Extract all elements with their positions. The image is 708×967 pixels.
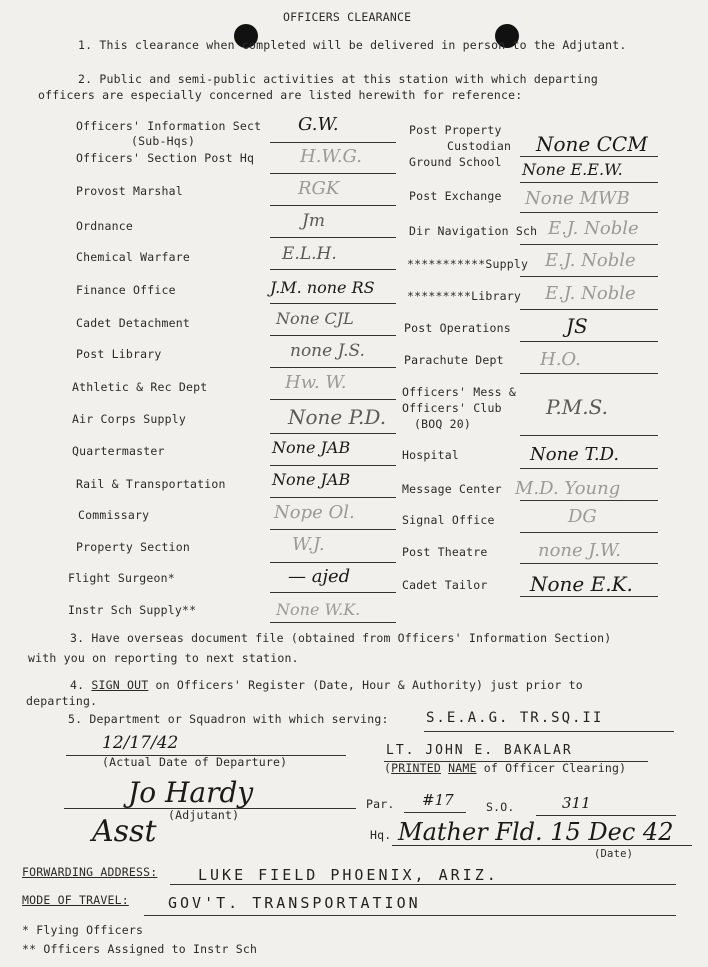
item-2-line-2: officers are especially concerned are listed herewith for reference: — [38, 88, 523, 102]
right-sig-line-11 — [520, 532, 658, 533]
left-label-1: Officers' Section Post Hq — [76, 151, 255, 165]
page-title: OFFICERS CLEARANCE — [283, 10, 412, 24]
right-signature-7: H.O. — [540, 349, 581, 370]
left-label-6: Cadet Detachment — [76, 316, 190, 330]
officer-name: LT. JOHN E. BAKALAR — [386, 743, 573, 758]
right-label-3: Dir Navigation Sch — [409, 224, 538, 238]
item-2-line-1: 2. Public and semi-public activities at this station with which departing — [78, 72, 599, 86]
departure-date: 12/17/42 — [102, 733, 179, 753]
right-label-11: Signal Office — [402, 513, 495, 527]
left-signature-9: None P.D. — [288, 405, 387, 429]
right-signature-2: None MWB — [525, 188, 630, 209]
footnote-2: ** Officers Assigned to Instr Sch — [22, 942, 258, 956]
left-sig-line-11 — [270, 497, 396, 498]
printed-underlined: PRINTED — [391, 761, 441, 775]
left-sig-line-1 — [270, 173, 396, 174]
left-signature-7: none J.S. — [290, 341, 365, 361]
left-label-13: Property Section — [76, 540, 190, 554]
so-line — [536, 815, 676, 816]
item-3-line-2: with you on reporting to next station. — [28, 651, 299, 665]
item-5: 5. Department or Squadron with which serving: — [68, 712, 389, 726]
left-sig-line-6 — [270, 335, 396, 336]
right-signature-12: none J.W. — [538, 540, 622, 561]
item-1: 1. This clearance when completed will be delivered in person to the Adjutant. — [78, 38, 627, 52]
left-label-8: Athletic & Rec Dept — [72, 380, 208, 394]
item-4-line-2: departing. — [26, 694, 98, 708]
left-sig-line-10 — [270, 465, 396, 466]
right-signature-0: None CCM — [536, 132, 648, 156]
left-sig-line-15 — [270, 622, 396, 623]
left-signature-8: Hw. W. — [285, 372, 347, 393]
item-4-line-1 — [70, 678, 583, 692]
right-label-0: Post Property — [409, 123, 502, 137]
right-sig-line-3 — [520, 244, 658, 245]
right-label-1: Ground School — [409, 155, 502, 169]
right-label-10: Message Center — [402, 482, 502, 496]
item-4-rest: on Officers' Register (Date, Hour & Authority) just prior to — [155, 678, 583, 692]
left-sig-line-12 — [270, 529, 396, 530]
right-label-2: Post Exchange — [409, 189, 502, 203]
right-sig-line-8 — [520, 435, 658, 436]
squadron-line — [424, 731, 674, 732]
right-sig-line-13 — [520, 596, 658, 597]
right-label-8-sub2: (BOQ 20) — [414, 417, 471, 431]
right-sig-line-2 — [520, 212, 658, 213]
so-value: 311 — [562, 794, 591, 812]
left-signature-12: Nope Ol. — [274, 502, 355, 523]
item-4-sign-out: SIGN OUT — [91, 678, 149, 692]
left-signature-14: — ajed — [288, 566, 351, 587]
so-label: S.O. — [486, 800, 515, 814]
right-label-9: Hospital — [402, 448, 459, 462]
asst-signature: Asst — [92, 814, 157, 849]
left-label-14: Flight Surgeon* — [68, 571, 175, 585]
squadron-value: S.E.A.G. TR.SQ.II — [426, 710, 604, 726]
left-signature-1: H.W.G. — [300, 146, 362, 167]
par-line — [404, 812, 466, 813]
left-label-0: Officers' Information Sect — [76, 119, 262, 133]
left-signature-15: None W.K. — [276, 600, 361, 619]
left-signature-4: E.L.H. — [282, 244, 337, 264]
right-signature-4: E.J. Noble — [545, 250, 636, 271]
hq-value: Mather Fld. 15 Dec 42 — [398, 818, 674, 846]
mode-value: GOV'T. TRANSPORTATION — [168, 894, 421, 912]
left-sig-line-0 — [270, 142, 396, 143]
par-value: #17 — [422, 791, 454, 809]
right-sig-line-1 — [520, 182, 658, 183]
departure-label: (Actual Date of Departure) — [102, 755, 288, 769]
left-signature-10: None JAB — [272, 438, 351, 457]
left-signature-11: None JAB — [272, 470, 351, 489]
right-sig-line-7 — [520, 373, 658, 374]
hq-line — [392, 845, 692, 846]
right-label-8: Officers' Mess & — [402, 385, 516, 399]
right-signature-13: None E.K. — [530, 572, 633, 596]
right-label-8-sub: Officers' Club — [402, 401, 502, 415]
right-signature-11: DG — [568, 506, 597, 527]
mode-label: MODE OF TRAVEL: — [22, 893, 129, 907]
right-label-6: Post Operations — [404, 321, 511, 335]
forwarding-value: LUKE FIELD PHOENIX, ARIZ. — [198, 866, 499, 884]
right-label-5: *********Library — [407, 289, 521, 303]
left-label-9: Air Corps Supply — [72, 412, 186, 426]
hq-label: Hq. — [370, 828, 392, 842]
left-signature-0: G.W. — [298, 114, 339, 135]
left-sig-line-2 — [270, 205, 396, 206]
left-label-0-sub: (Sub-Hqs) — [131, 134, 196, 148]
right-sig-line-4 — [520, 276, 658, 277]
footnote-1: * Flying Officers — [22, 923, 144, 937]
right-label-7: Parachute Dept — [404, 353, 504, 367]
left-sig-line-14 — [270, 592, 396, 593]
left-label-11: Rail & Transportation — [76, 477, 226, 491]
adjutant-label: (Adjutant) — [168, 808, 240, 822]
left-sig-line-3 — [270, 237, 396, 238]
right-signature-3: E.J. Noble — [548, 218, 639, 239]
right-signature-8: P.M.S. — [546, 395, 608, 419]
left-signature-6: None CJL — [276, 309, 354, 328]
par-label: Par. — [366, 797, 395, 811]
right-sig-line-10 — [520, 500, 658, 501]
right-signature-5: E.J. Noble — [545, 283, 636, 304]
right-signature-10: M.D. Young — [515, 478, 621, 499]
forwarding-line — [170, 884, 676, 885]
right-label-0-sub: Custodian — [447, 139, 512, 153]
left-sig-line-4 — [270, 269, 396, 270]
right-sig-line-0 — [520, 156, 658, 157]
right-signature-1: None E.E.W. — [522, 160, 623, 179]
right-label-4: ***********Supply — [407, 257, 529, 271]
left-signature-5: J.M. none RS — [270, 278, 375, 297]
left-label-4: Chemical Warfare — [76, 250, 190, 264]
left-label-7: Post Library — [76, 347, 162, 361]
adjutant-signature: Jo Hardy — [128, 776, 254, 809]
left-sig-line-5 — [270, 303, 396, 304]
right-label-12: Post Theatre — [402, 545, 488, 559]
left-sig-line-13 — [270, 562, 396, 563]
left-sig-line-9 — [270, 433, 396, 434]
left-sig-line-7 — [270, 367, 396, 368]
left-label-5: Finance Office — [76, 283, 176, 297]
forwarding-label: FORWARDING ADDRESS: — [22, 865, 158, 879]
item-3-line-1: 3. Have overseas document file (obtained from Officers' Information Section) — [70, 631, 612, 645]
right-sig-line-5 — [520, 309, 658, 310]
left-signature-13: W.J. — [292, 534, 325, 555]
item-4-number: 4. — [70, 678, 85, 692]
left-label-2: Provost Marshal — [76, 184, 183, 198]
right-signature-6: JS — [566, 314, 588, 338]
right-sig-line-6 — [520, 341, 658, 342]
right-sig-line-12 — [520, 563, 658, 564]
name-underlined: NAME — [448, 761, 477, 775]
left-label-10: Quartermaster — [72, 444, 165, 458]
left-signature-3: Jm — [302, 211, 325, 231]
printed-name-label: (PRINTED NAME of Officer Clearing) — [384, 761, 627, 775]
left-sig-line-8 — [270, 399, 396, 400]
left-label-12: Commissary — [78, 508, 150, 522]
date-label: (Date) — [594, 848, 634, 860]
left-signature-2: RGK — [298, 178, 340, 199]
right-label-13: Cadet Tailor — [402, 578, 488, 592]
left-label-15: Instr Sch Supply** — [68, 603, 197, 617]
left-label-3: Ordnance — [76, 219, 133, 233]
mode-line — [144, 915, 676, 916]
right-sig-line-9 — [520, 468, 658, 469]
right-signature-9: None T.D. — [530, 444, 620, 465]
